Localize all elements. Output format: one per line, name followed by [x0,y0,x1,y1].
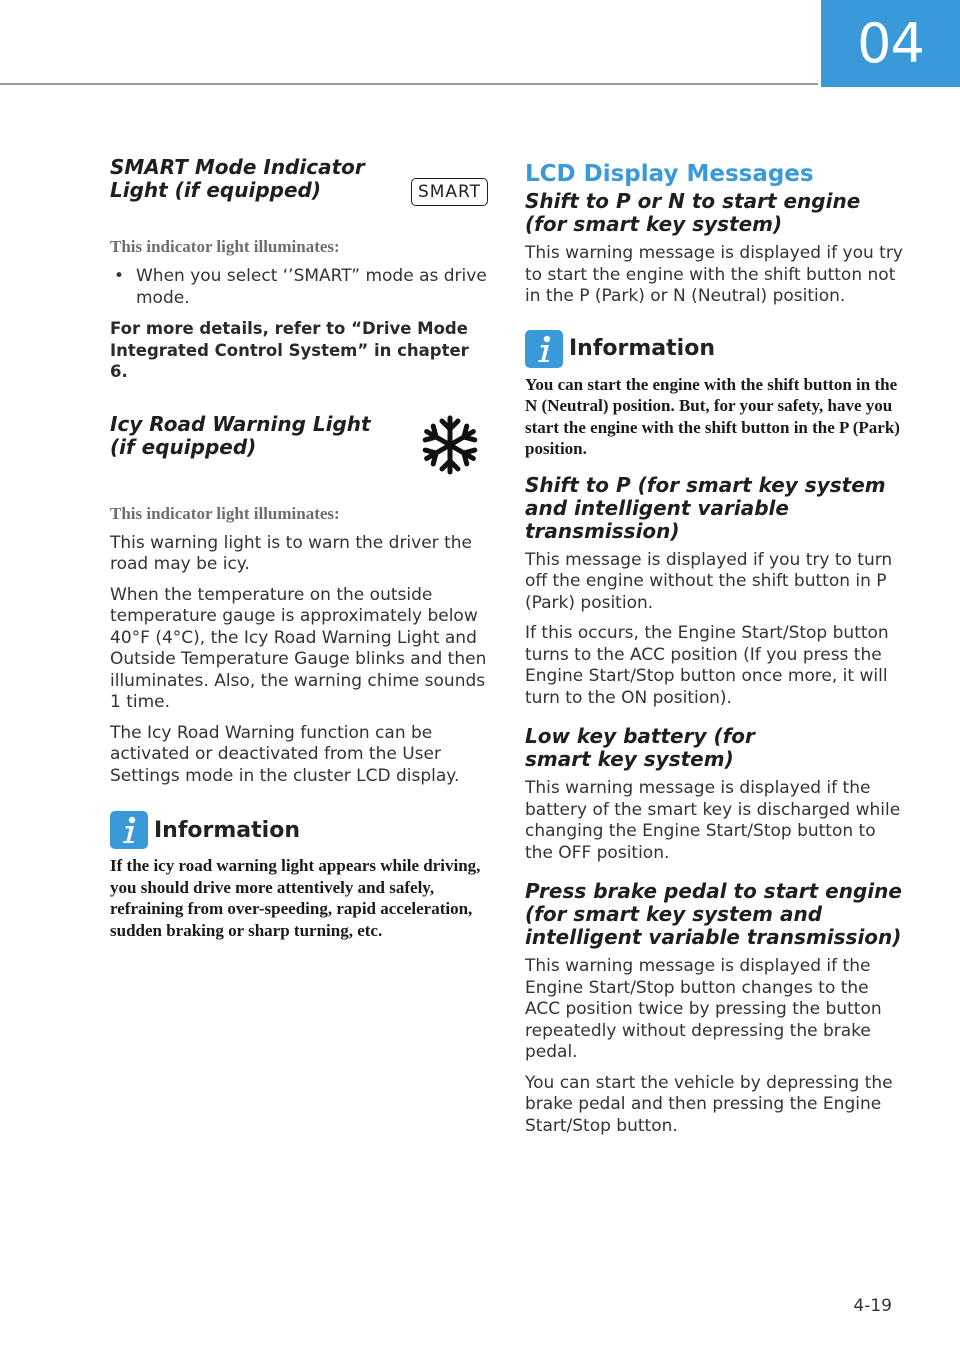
icy-title: Icy Road Warning Light (if equipped) [110,411,371,459]
smart-refer: For more details, refer to “Drive Mode Integrated Control System” in chapter 6. [110,319,469,381]
header-rule [0,83,818,85]
smart-bullet [110,266,488,309]
page-number: 4-19 [853,1296,892,1316]
shift-p-paragraph-2: If this occurs, the Engine Start/Stop button turns to the ACC position (If you press the Engine Start/Stop button once more, it will turn to the ON position). [525,623,889,708]
info-icon [525,330,563,368]
info-label: Information [154,817,300,843]
section-title: LCD Display Messages [525,161,814,187]
right-column [525,160,905,1146]
smart-indicator-icon: SMART [411,178,488,206]
smart-heading-row [110,156,488,206]
low-key-title: Low key battery (for smart key system) [525,724,755,771]
smart-bullet-text: When you select ‘’SMART” mode as drive mode. [136,266,487,308]
shift-pn-text: This warning message is displayed if you try to start the engine with the shift button not in the P (Park) or N (Neutral) position. [525,243,903,306]
info-text-right: You can start the engine with the shift button in the N (Neutral) position. But, for your safety, have you start the engine with the shift button in the P (Park) position. [525,374,900,458]
icy-paragraph-3: The Icy Road Warning function can be activated or deactivated from the User Settings mode in the cluster LCD display. [110,722,460,786]
icy-illuminates: This indicator light illuminates: [110,503,340,523]
info-heading-left [110,811,488,849]
icy-paragraph-1: This warning light is to warn the driver the road may be icy. [110,532,472,574]
snowflake-icon [418,413,482,481]
left-column [110,156,488,941]
low-key-text: This warning message is displayed if the battery of the smart key is discharged while changing the Engine Start/Stop button to the OFF position. [525,778,901,863]
icy-heading-row [110,413,488,481]
info-heading-right [525,330,905,368]
shift-pn-title: Shift to P or N to start engine (for smart key system) [525,189,861,236]
info-text-left: If the icy road warning light appears while driving, you should drive more attentively and safely, refraining from over-speeding, rapid acceleration, sudden braking or sharp turning, etc. [110,856,481,940]
brake-paragraph-1: This warning message is displayed if the Engine Start/Stop button changes to the ACC position twice by pressing the button repeatedly without depressing the brake pedal. [525,956,882,1062]
icy-paragraph-2: When the temperature on the outside temperature gauge is approximately below 40°F (4°C), the Icy Road Warning Light and Outside Temperature Gauge blinks and then illuminates. Also, the warning chime sounds 1 time. [110,584,487,712]
chapter-tab: 04 [821,0,960,87]
shift-p-title: Shift to P (for smart key system and intelligent variable transmission) [525,472,886,543]
shift-p-paragraph-1: This message is displayed if you try to turn off the engine without the shift button in P (Park) position. [525,549,893,613]
info-label: Information [569,336,715,361]
smart-illuminates: This indicator light illuminates: [110,237,340,256]
brake-title: Press brake pedal to start engine (for smart key system and intelligent variable transmission) [525,879,902,949]
smart-title: SMART Mode Indicator Light (if equipped) [110,155,365,202]
brake-paragraph-2: You can start the vehicle by depressing the brake pedal and then pressing the Engine Start/Stop button. [525,1072,893,1136]
bullet-dot-icon: • [114,266,125,286]
info-icon [110,811,148,849]
